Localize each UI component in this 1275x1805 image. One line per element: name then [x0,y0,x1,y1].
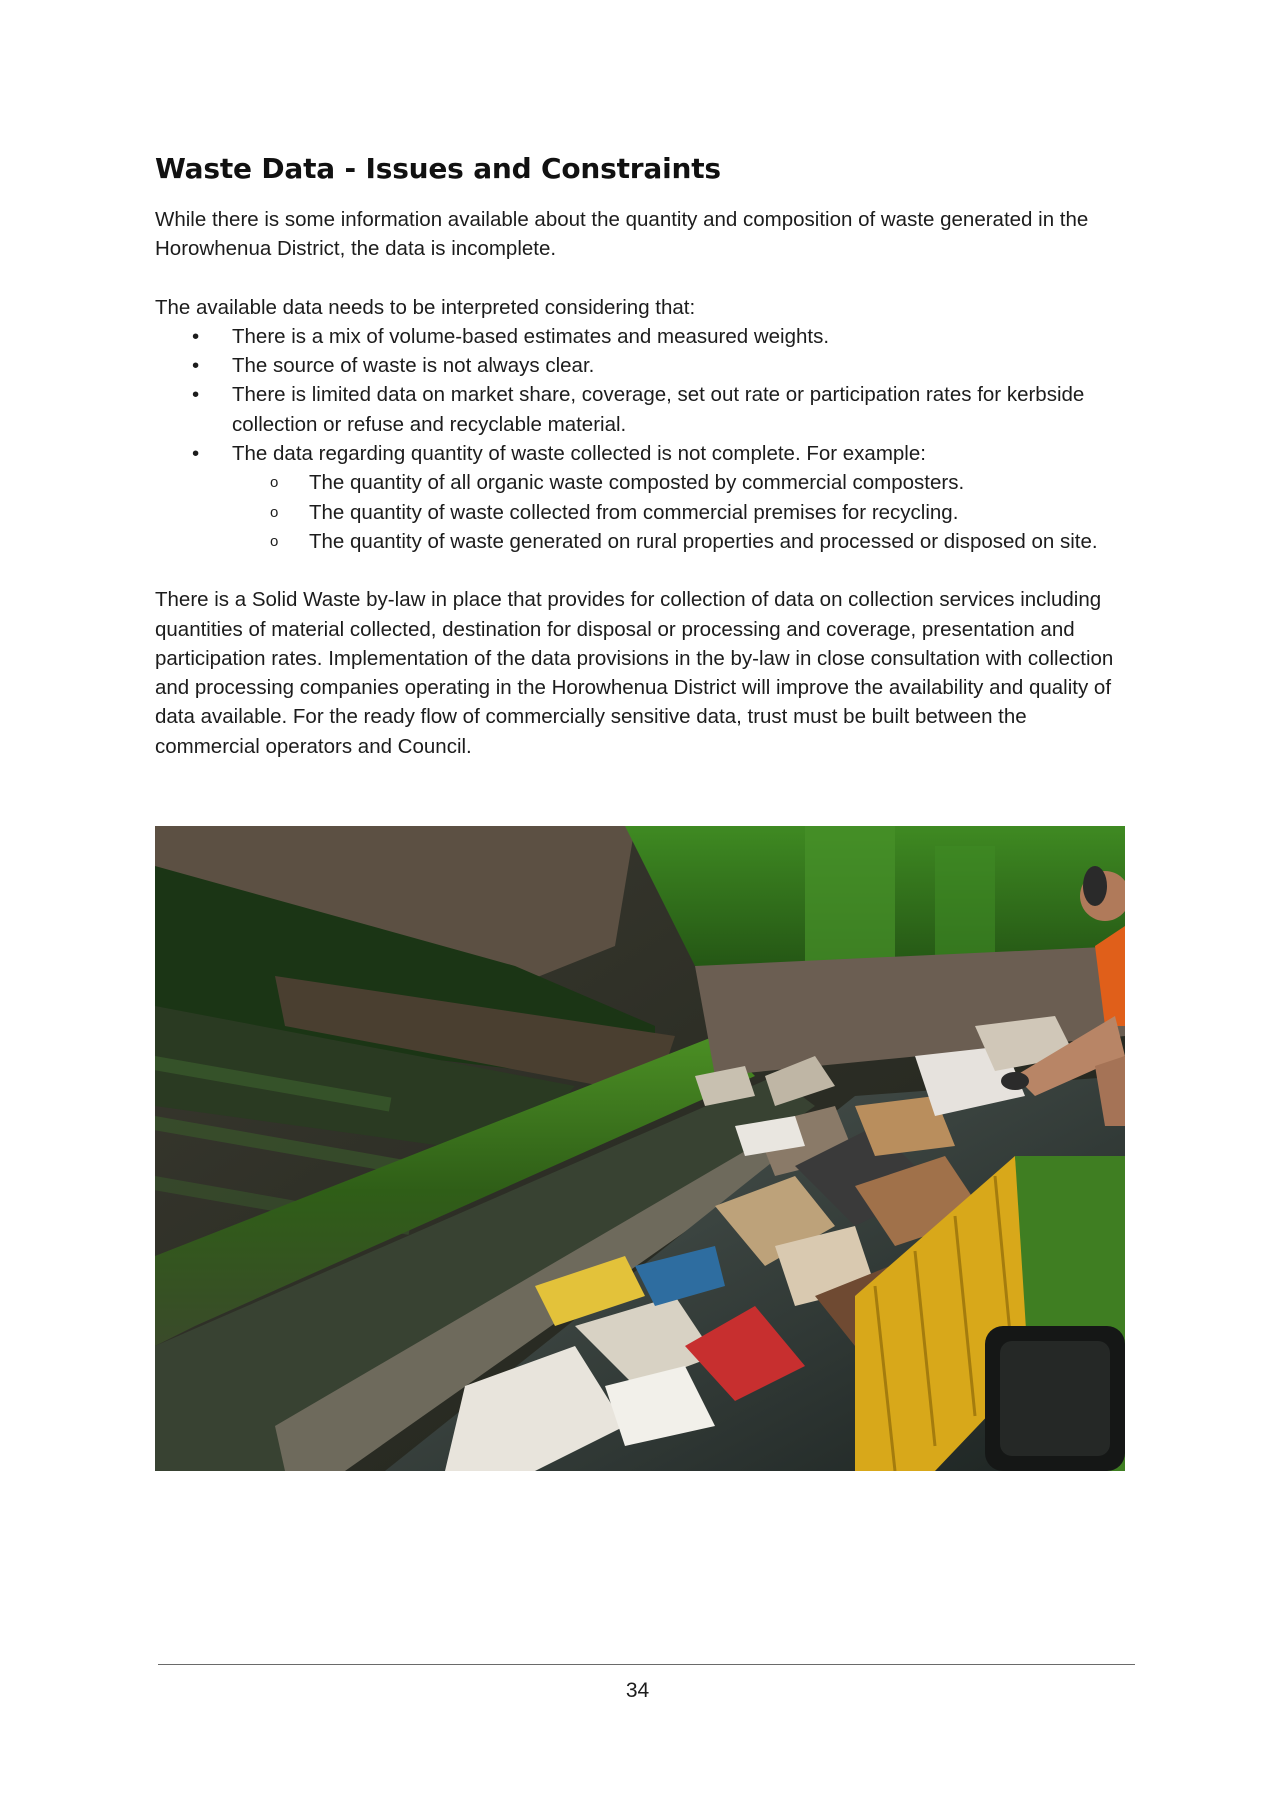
bullet-text: The data regarding quantity of waste collected is not complete. For example: [232,442,926,466]
sub-bullet-text: The quantity of waste collected from commercial premises for recycling. [309,500,959,524]
spacer [155,264,1125,293]
lead-in-paragraph: The available data needs to be interpreted considering that: [155,295,696,319]
sub-list-item [232,527,1125,556]
spacer [155,556,1125,585]
list-item [155,351,1125,380]
sub-bullet-marker: o [270,532,279,550]
closing-paragraph: There is a Solid Waste by-law in place that provides for collection of data on collection services including quantities of material collected, destination for disposal or processing and coverage, presentation and participation rates. Implementation of the data provisions in the by-law in close consultation with collection and processing companies operating in the Horowhenua District will improve the availability and quality of data available. For the ready flow of commercially sensitive data, trust must be built between the commercial operators and Council. [155,588,1114,758]
sub-bullet-text: The quantity of waste generated on rural properties and processed or disposed on site. [309,529,1098,553]
bullet-marker: • [192,324,200,348]
bullet-text: The source of waste is not always clear. [232,354,595,378]
footer-rule [158,1664,1135,1665]
page-number: 34 [625,1679,650,1702]
bullet-marker: • [192,354,200,378]
bullet-marker: • [192,442,200,466]
recycling-conveyor-photo [155,826,1125,1471]
intro-paragraph: While there is some information available about the quantity and composition of waste generated in the Horowhenua District, the data is incomplete. [155,208,1089,261]
bullet-text: There is limited data on market share, coverage, set out rate or participation rates for kerbside collection or refuse and recyclable material. [232,383,1085,436]
section-heading: Waste Data - Issues and Constraints [155,152,721,185]
page-content [155,152,1125,761]
sub-list-item [232,468,1125,497]
list-item [155,439,1125,556]
list-item [155,322,1125,351]
sub-bullet-text: The quantity of all organic waste composted by commercial composters. [309,471,965,495]
list-item [155,380,1125,439]
sub-bullet-marker: o [270,503,279,521]
sub-bullet-list [232,468,1125,556]
bullet-marker: • [192,383,200,407]
sub-bullet-marker: o [270,474,279,492]
sub-list-item [232,498,1125,527]
bullet-list [155,322,1125,556]
bullet-text: There is a mix of volume-based estimates and measured weights. [232,324,830,348]
